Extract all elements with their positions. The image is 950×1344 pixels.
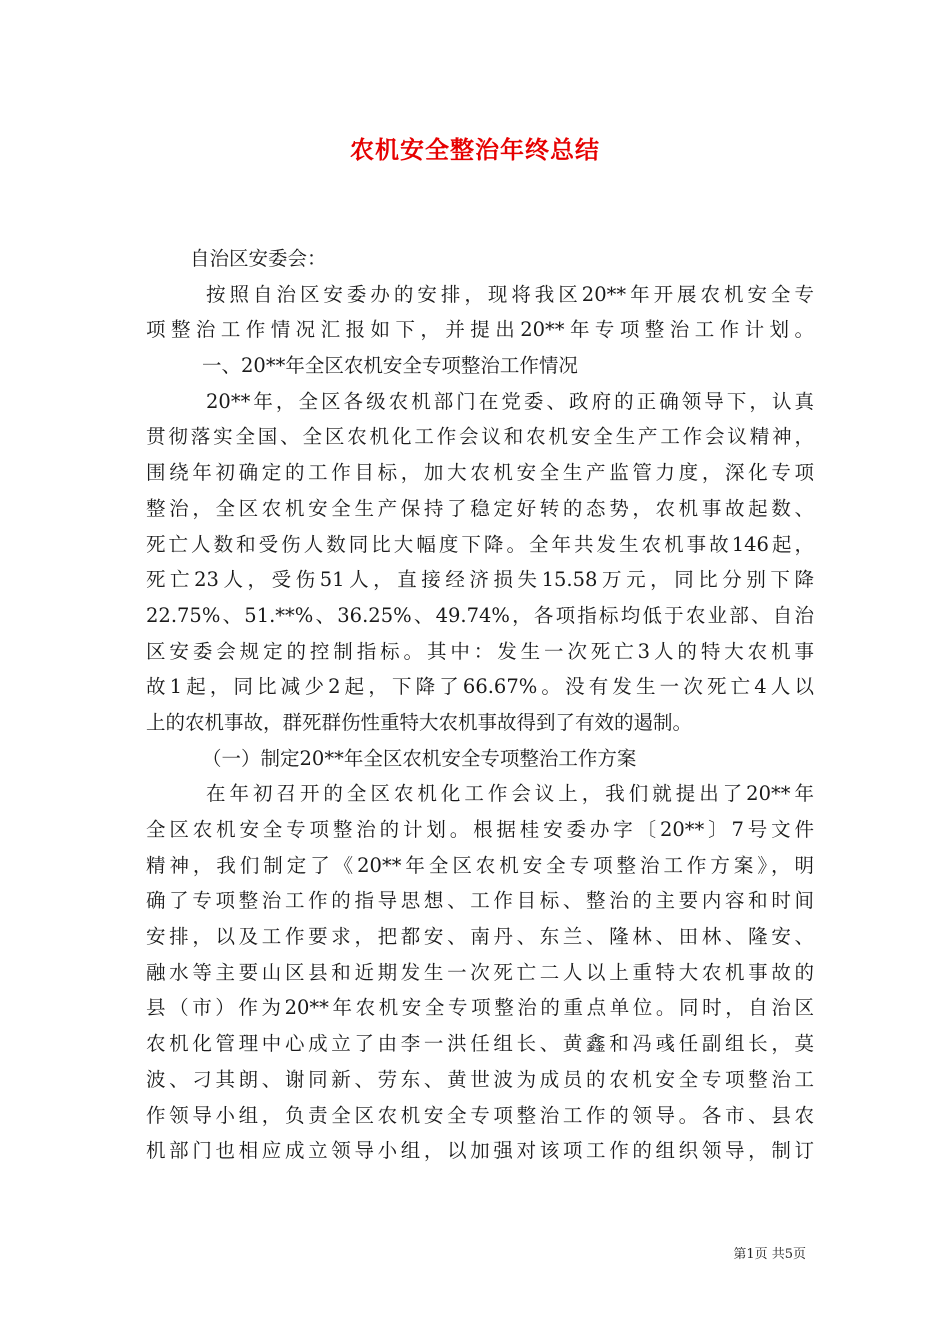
paragraph-line: 整治，全区农机安全生产保持了稳定好转的态势，农机事故起数、	[146, 496, 814, 520]
page-title: 农机安全整治年终总结	[350, 135, 600, 164]
paragraph-line: 区安委会规定的控制指标。其中：发生一次死亡3人的特大农机事	[146, 639, 814, 663]
paragraph-line: 按照自治区安委办的安排，现将我区20**年开展农机安全专	[206, 282, 814, 306]
paragraph-line: 全区农机安全专项整治的计划。根据桂安委办字〔20**〕7号文件	[146, 818, 814, 841]
paragraph-line: 县（市）作为20**年农机安全专项整治的重点单位。同时，自治区	[146, 996, 814, 1020]
paragraph-line: 安排，以及工作要求，把都安、南丹、东兰、隆林、田林、隆安、	[146, 925, 814, 949]
subsection-heading: （一）制定20**年全区农机安全专项整治工作方案	[202, 746, 637, 770]
paragraph-line: 围绕年初确定的工作目标，加大农机安全生产监管力度，深化专项	[146, 461, 814, 485]
paragraph-line: 22.75%、51.**%、36.25%、49.74%，各项指标均低于农业部、自治	[146, 603, 814, 627]
paragraph-line: 在年初召开的全区农机化工作会议上，我们就提出了20**年	[206, 782, 814, 806]
paragraph-line: 死亡人数和受伤人数同比大幅度下降。全年共发生农机事故146起，	[146, 532, 814, 556]
paragraph-line: 故1起，同比减少2起，下降了66.67%。没有发生一次死亡4人以	[146, 675, 814, 699]
paragraph-line: 农机化管理中心成立了由李一洪任组长、黄鑫和冯彧任副组长，莫	[146, 1032, 814, 1056]
paragraph-line: 确了专项整治工作的指导思想、工作目标、整治的主要内容和时间	[146, 889, 814, 913]
paragraph-line: 项整治工作情况汇报如下，并提出20**年专项整治工作计划。	[146, 318, 814, 342]
paragraph-line: 机部门也相应成立领导小组，以加强对该项工作的组织领导，制订	[146, 1139, 814, 1163]
paragraph-line: 死亡23人，受伤51人，直接经济损失15.58万元，同比分别下降	[146, 568, 814, 592]
paragraph-line: 波、刁其朗、谢同新、劳东、黄世波为成员的农机安全专项整治工	[146, 1067, 814, 1091]
document-body	[146, 241, 814, 1169]
paragraph-line: 作领导小组，负责全区农机安全专项整治工作的领导。各市、县农	[146, 1103, 814, 1127]
paragraph-line: 精神，我们制定了《20**年全区农机安全专项整治工作方案》，明	[146, 853, 814, 877]
section-heading: 一、20**年全区农机安全专项整治工作情况	[202, 354, 578, 378]
paragraph-line: 融水等主要山区县和近期发生一次死亡二人以上重特大农机事故的	[146, 960, 814, 984]
paragraph-line: 20**年，全区各级农机部门在党委、政府的正确领导下，认真	[206, 389, 814, 413]
paragraph-line: 贯彻落实全国、全区农机化工作会议和农机安全生产工作会议精神，	[146, 425, 814, 449]
paragraph-line: 上的农机事故，群死群伤性重特大农机事故得到了有效的遏制。	[146, 710, 693, 734]
salutation: 自治区安委会：	[190, 247, 327, 270]
page-number: 第1页 共5页	[733, 1247, 806, 1262]
